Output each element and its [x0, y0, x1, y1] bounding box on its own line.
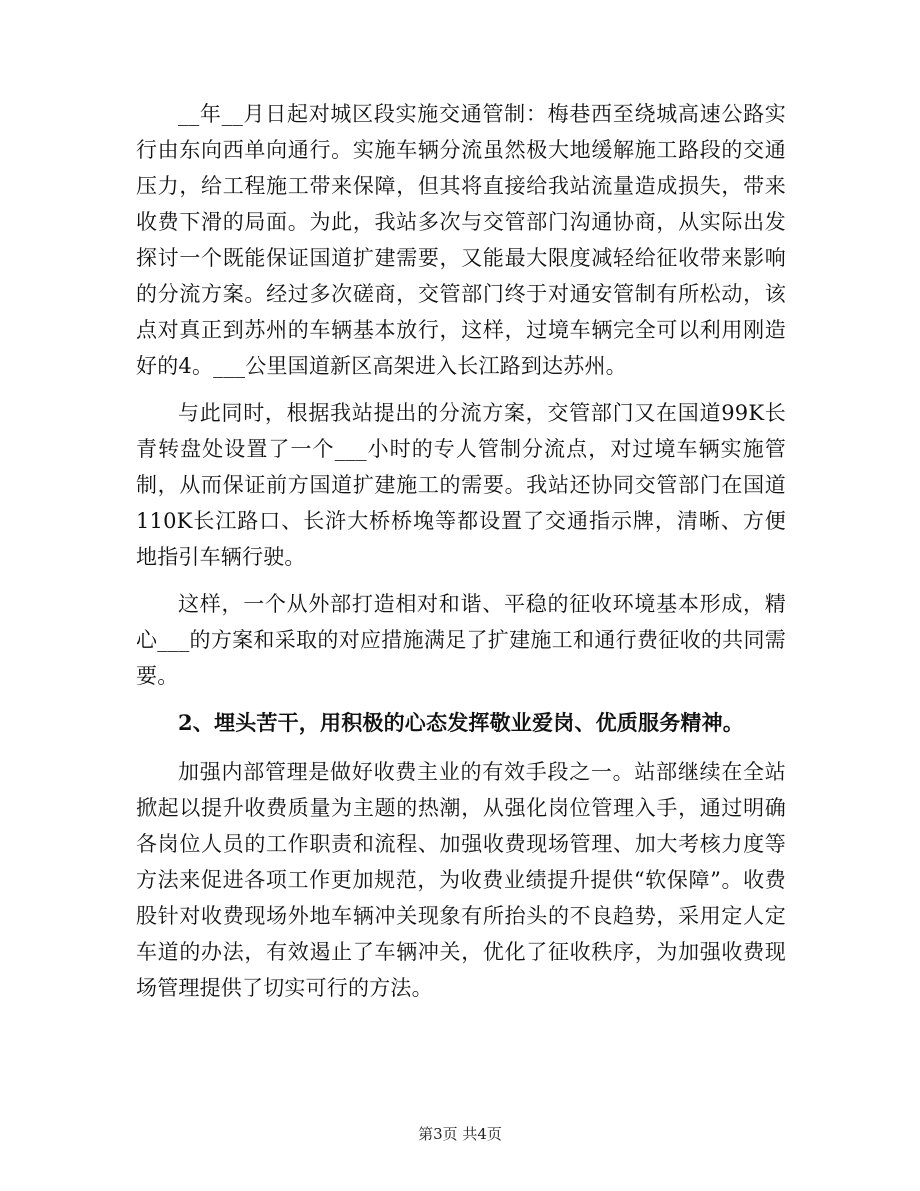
paragraph-environment: 这样，一个从外部打造相对和谐、平稳的征收环境基本形成，精心___的方案和采取的对应措施满足了扩建施工和通行费征收的共同需要。 — [136, 592, 786, 688]
section-heading: 2、埋头苦干，用积极的心态发挥敬业爱岗、优质服务精神。 — [178, 710, 745, 735]
paragraph-internal-management: 加强内部管理是做好收费主业的有效手段之一。站部继续在全站掀起以提升收费质量为主题的热潮，从强化岗位管理入手，通过明确各岗位人员的工作职责和流程、加强收费现场管理、加大考核力度等方法来促进各项工作更加规范，为收费业绩提升提供“软保障”。收费股针对收费现场外地车辆冲关现象有所抬头的不良趋势，采用定人定车道的办法，有效遏止了车辆冲关，优化了征收秩序，为加强收费现场管理提供了切实可行的方法。 — [136, 760, 786, 1000]
document-body — [136, 96, 786, 1017]
paragraph-diversion-plan: 与此同时，根据我站提出的分流方案，交管部门又在国道99K长青转盘处设置了一个___小时的专人管制分流点，对过境车辆实施管制，从而保证前方国道扩建施工的需要。我站还协同交管部门在国道110K长江路口、长浒大桥桥堍等都设置了交通指示牌，清晰、方便地指引车辆行驶。 — [136, 401, 786, 569]
paragraph-traffic-control: __年__月日起对城区段实施交通管制：梅巷西至绕城高速公路实行由东向西单向通行。实施车辆分流虽然极大地缓解施工路段的交通压力，给工程施工带来保障，但其将直接给我站流量造成损失，带来收费下滑的局面。为此，我站多次与交管部门沟通协商，从实际出发探讨一个既能保证国道扩建需要，又能最大限度减轻给征收带来影响的分流方案。经过多次磋商，交管部门终于对通安管制有所松动，该点对真正到苏州的车辆基本放行，这样，过境车辆完全可以利用刚造好的4。___公里国道新区高架进入长江路到达苏州。 — [136, 102, 786, 378]
page-footer: 第3页 共4页 — [418, 1125, 502, 1143]
